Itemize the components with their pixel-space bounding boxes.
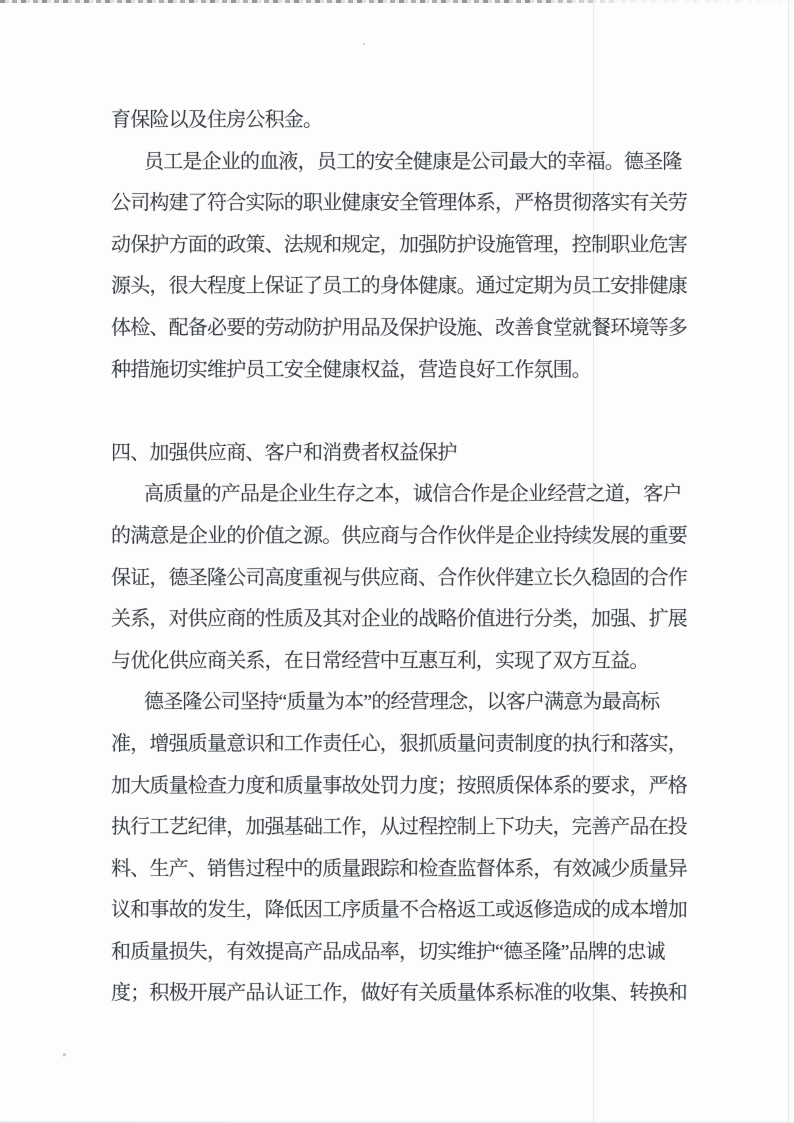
- text-line: 员工是企业的血液，员工的安全健康是公司最大的幸福。德圣隆: [144, 150, 682, 173]
- blank-line: [111, 391, 711, 433]
- text-line: 高质量的产品是企业生存之本，诚信合作是企业经营之道，客户: [144, 483, 682, 506]
- text-line: 执行工艺纪律，加强基础工作，从过程控制上下功夫，完善产品在投: [111, 816, 687, 839]
- text-line: 准，增强质量意识和工作责任心，狠抓质量问责制度的执行和落实，: [111, 732, 687, 755]
- section-heading: 四、加强供应商、客户和消费者权益保护: [111, 441, 457, 464]
- text-line: 与优化供应商关系，在日常经营中互惠互利，实现了双方互益。: [111, 649, 649, 672]
- document-text-block: [111, 100, 711, 1015]
- text-line: 体检、配备必要的劳动防护用品及保护设施、改善食堂就餐环境等多: [111, 316, 687, 339]
- scan-artifact-speck: [363, 43, 365, 45]
- scan-artifact-speck: [63, 1053, 66, 1056]
- text-line: 德圣隆公司坚持“质量为本”的经营理念，以客户满意为最高标: [144, 691, 660, 714]
- text-line: 源头，很大程度上保证了员工的身体健康。通过定期为员工安排健康: [111, 275, 687, 298]
- text-line: 种措施切实维护员工安全健康权益，营造良好工作氛围。: [111, 358, 591, 381]
- text-line: 公司构建了符合实际的职业健康安全管理体系，严格贯彻落实有关劳: [111, 192, 687, 215]
- text-line: 育保险以及住房公积金。: [111, 109, 323, 131]
- text-line: 度；积极开展产品认证工作，做好有关质量体系标准的收集、转换和: [111, 982, 687, 1005]
- text-line: 和质量损失，有效提高产品成品率，切实维护“德圣隆”品牌的忠诚: [111, 940, 665, 963]
- scan-artifact-vertical-line: [788, 0, 789, 1123]
- text-line: 保证，德圣隆公司高度重视与供应商、合作伙伴建立长久稳固的合作: [111, 566, 687, 589]
- text-line: 动保护方面的政策、法规和规定，加强防护设施管理，控制职业危害: [111, 233, 687, 256]
- text-line: 议和事故的发生，降低因工序质量不合格返工或返修造成的成本增加: [111, 899, 687, 922]
- text-line: 关系，对供应商的性质及其对企业的战略价值进行分类，加强、扩展: [111, 608, 687, 631]
- text-line: 加大质量检查力度和质量事故处罚力度；按照质保体系的要求，严格: [111, 774, 687, 797]
- scan-artifact-top-edge: [0, 0, 794, 3]
- text-line: 料、生产、销售过程中的质量跟踪和检查监督体系，有效减少质量异: [111, 857, 687, 880]
- text-line: 的满意是企业的价值之源。供应商与合作伙伴是企业持续发展的重要: [111, 524, 687, 547]
